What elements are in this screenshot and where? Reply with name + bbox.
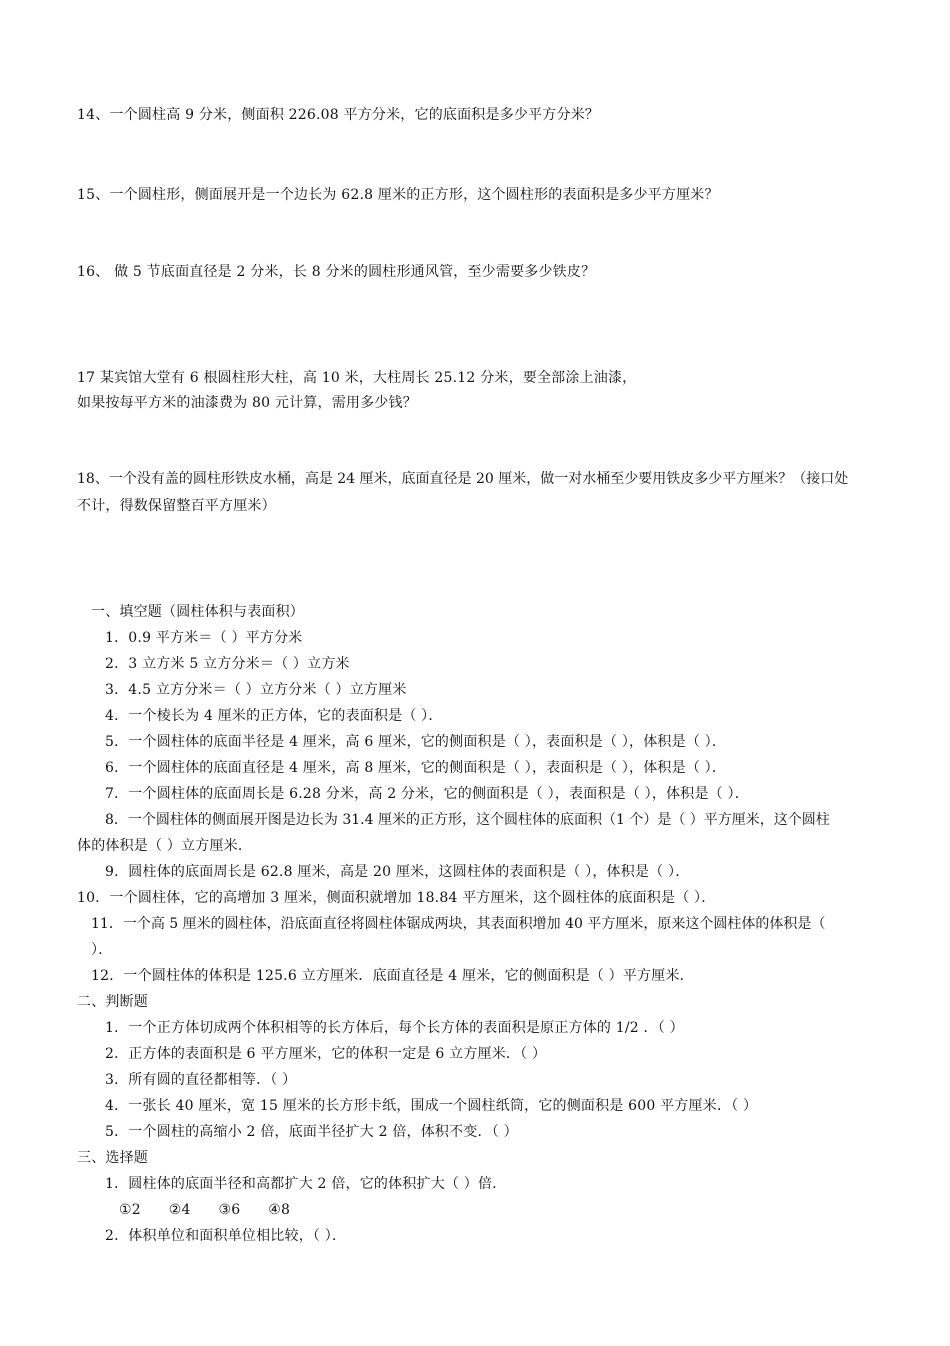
judge-item-2: 2．正方体的表面积是 6 平方厘米，它的体积一定是 6 立方厘米．（ ） <box>105 1046 547 1062</box>
fill-item-6: 6．一个圆柱体的底面直径是 4 厘米，高 8 厘米，它的侧面积是（ ），表面积是（ ），体积是（ ）． <box>105 760 727 776</box>
fill-item-11-line-2: ）． <box>91 942 113 958</box>
judge-item-5: 5．一个圆柱的高缩小 2 倍，底面半径扩大 2 倍，体积不变．（ ） <box>105 1124 518 1140</box>
fill-item-11-line-1: 11．一个高 5 厘米的圆柱体，沿底面直径将圆柱体锯成两块，其表面积增加 40 平方厘米，原来这个圆柱体的体积是（ <box>91 916 826 932</box>
fill-item-8-line-1: 8．一个圆柱体的侧面展开图是边长为 31.4 厘米的正方形，这个圆柱体的底面积（1 个）是（ ）平方厘米，这个圆柱 <box>105 812 830 828</box>
section-1-title: 一、填空题（圆柱体积与表面积） <box>91 604 304 620</box>
problem-16: 16、 做 5 节底面直径是 2 分米，长 8 分米的圆柱形通风管，至少需要多少铁皮？ <box>77 264 596 280</box>
choice-item-1: 1．圆柱体的底面半径和高都扩大 2 倍，它的体积扩大（ ）倍． <box>105 1176 507 1192</box>
judge-item-1: 1．一个正方体切成两个体积相等的长方体后，每个长方体的表面积是原正方体的 1/2 ．（ ） <box>105 1020 684 1036</box>
problem-17-line-1: 17 某宾馆大堂有 6 根圆柱形大柱，高 10 米，大柱周长 25.12 分米，要全部涂上油漆， <box>77 370 637 386</box>
judge-item-3: 3．所有圆的直径都相等．（ ） <box>105 1072 297 1088</box>
fill-item-3: 3．4.5 立方分米＝（ ）立方分米（ ）立方厘米 <box>105 682 407 698</box>
fill-item-8-line-2: 体的体积是（ ）立方厘米． <box>77 838 253 854</box>
problem-14: 14、一个圆柱高 9 分米，侧面积 226.08 平方分米，它的底面积是多少平方分米？ <box>77 107 600 123</box>
problem-18-line-2: 不计，得数保留整百平方厘米） <box>77 498 276 514</box>
choice-item-2: 2．体积单位和面积单位相比较，（ ）． <box>105 1228 347 1244</box>
fill-item-4: 4．一个棱长为 4 厘米的正方体，它的表面积是（ ）． <box>105 708 443 724</box>
section-3-title: 三、选择题 <box>77 1150 148 1166</box>
choice-item-1-options: ①2 ②4 ③6 ④8 <box>119 1202 291 1218</box>
problem-18-line-1: 18、一个没有盖的圆柱形铁皮水桶，高是 24 厘米，底面直径是 20 厘米，做一对水桶至少要用铁皮多少平方厘米？（接口处 <box>77 471 849 487</box>
section-2-title: 二、判断题 <box>77 994 148 1010</box>
fill-item-10: 10．一个圆柱体，它的高增加 3 厘米，侧面积就增加 18.84 平方厘米，这个圆柱体的底面积是（ ）． <box>77 890 716 906</box>
fill-item-1: 1．0.9 平方米＝（ ）平方分米 <box>105 630 303 646</box>
fill-item-5: 5．一个圆柱体的底面半径是 4 厘米，高 6 厘米，它的侧面积是（ ），表面积是（ ），体积是（ ）． <box>105 734 727 750</box>
fill-item-2: 2．3 立方米 5 立方分米＝（ ）立方米 <box>105 656 350 672</box>
judge-item-4: 4．一张长 40 厘米，宽 15 厘米的长方形卡纸，围成一个圆柱纸筒，它的侧面积是 600 平方厘米．（ ） <box>105 1098 758 1114</box>
fill-item-9: 9．圆柱体的底面周长是 62.8 厘米，高是 20 厘米，这圆柱体的表面积是（ ），体积是（ ）． <box>105 864 690 880</box>
fill-item-7: 7．一个圆柱体的底面周长是 6.28 分米，高 2 分米，它的侧面积是（ ），表面积是（ ），体积是（ ）． <box>105 786 749 802</box>
problem-15: 15、一个圆柱形，侧面展开是一个边长为 62.8 厘米的正方形，这个圆柱形的表面积是多少平方厘米？ <box>77 187 719 203</box>
problem-17-line-2: 如果按每平方米的油漆费为 80 元计算，需用多少钱？ <box>77 395 417 411</box>
fill-item-12: 12．一个圆柱体的体积是 125.6 立方厘米．底面直径是 4 厘米，它的侧面积是（ ）平方厘米． <box>91 968 694 984</box>
